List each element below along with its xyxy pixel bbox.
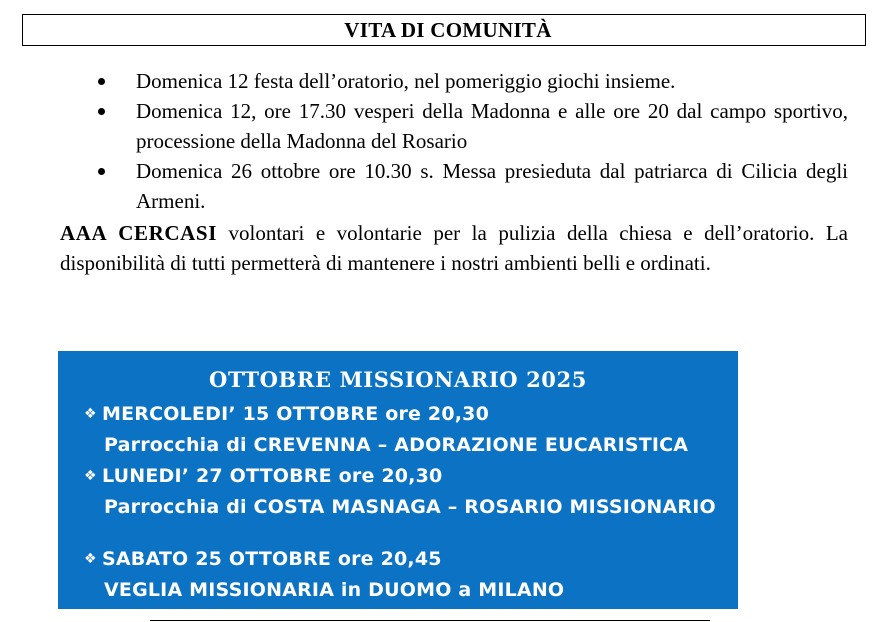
event-item [84, 544, 564, 606]
event-date: LUNEDI’ 27 OTTOBRE ore 20,30 [102, 465, 443, 487]
bullet-dot-icon [98, 108, 105, 115]
list-item [60, 96, 848, 156]
banner-title: OTTOBRE MISSIONARIO 2025 [209, 367, 587, 392]
event-detail: Parrocchia di CREVENNA – ADORAZIONE EUCARISTICA [104, 434, 689, 456]
bottom-divider [150, 620, 710, 621]
list-item [60, 156, 848, 216]
event-detail: VEGLIA MISSIONARIA in DUOMO a MILANO [104, 579, 565, 601]
event-date: MERCOLEDI’ 15 OTTOBRE ore 20,30 [102, 403, 490, 425]
event-date: SABATO 25 OTTOBRE ore 20,45 [102, 548, 442, 570]
list-item-text: Domenica 26 ottobre ore 10.30 s. Messa presieduta dal patriarca di Cilicia degli Armeni. [136, 159, 848, 213]
bullet-dot-icon [98, 78, 105, 85]
list-item-text: Domenica 12, ore 17.30 vesperi della Madonna e alle ore 20 dal campo sportivo, processione della Madonna del Rosario [136, 99, 848, 153]
mission-month-banner [58, 351, 738, 609]
notice-lead: AAA CERCASI [60, 221, 217, 245]
diamond-bullet-icon: ❖ [84, 551, 97, 567]
section-title-text: VITA DI COMUNITÀ [344, 17, 552, 42]
list-item [60, 66, 848, 96]
diamond-bullet-icon: ❖ [84, 406, 97, 422]
volunteer-notice [60, 218, 848, 278]
notice-text: volontari e volontarie per la pulizia della chiesa e dell’oratorio. La disponibilità di tutti permetterà di mantenere i nostri ambienti belli e ordinati. [60, 221, 848, 275]
list-item-text: Domenica 12 festa dell’oratorio, nel pomeriggio giochi insieme. [136, 69, 676, 93]
event-item [84, 399, 688, 461]
diamond-bullet-icon: ❖ [84, 468, 97, 484]
bullet-dot-icon [98, 168, 105, 175]
section-title [22, 14, 866, 46]
event-item [84, 461, 716, 523]
event-detail: Parrocchia di COSTA MASNAGA – ROSARIO MISSIONARIO [104, 496, 716, 518]
announcement-list [60, 66, 848, 216]
